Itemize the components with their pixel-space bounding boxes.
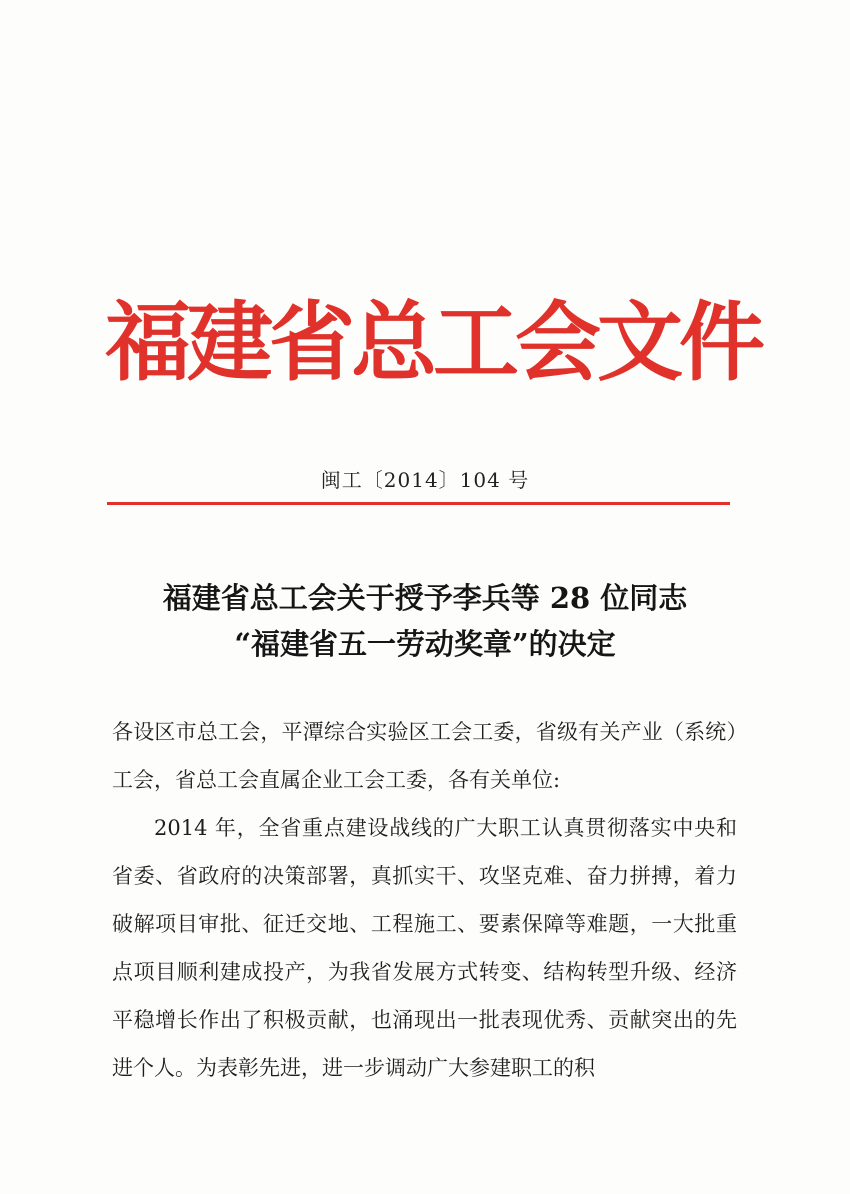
- red-divider-line: [107, 502, 730, 505]
- title-line-1: 福建省总工会关于授予李兵等 28 位同志: [162, 581, 688, 615]
- document-title: [105, 575, 745, 667]
- body-paragraph: 2014 年，全省重点建设战线的广大职工认真贯彻落实中央和省委、省政府的决策部署，真抓实干、攻坚克难、奋力拼搏，着力破解项目审批、征迁交地、工程施工、要素保障等难题，一大批重点项目顺利建成投产，为我省发展方式转变、结构转型升级、经济平稳增长作出了积极贡献，也涌现出一批表现优秀、贡献突出的先进个人。为表彰先进，进一步调动广大参建职工的积: [112, 816, 737, 1080]
- issuer-header: 福建省总工会文件: [105, 292, 761, 393]
- addressees: 各设区市总工会，平潭综合实验区工会工委，省级有关产业（系统）工会，省总工会直属企业工会工委，各有关单位:: [112, 720, 737, 792]
- document-number: 闽工〔2014〕104 号: [320, 468, 530, 492]
- document-body: [112, 708, 737, 1092]
- title-line-2: “福建省五一劳动奖章”的决定: [234, 627, 616, 661]
